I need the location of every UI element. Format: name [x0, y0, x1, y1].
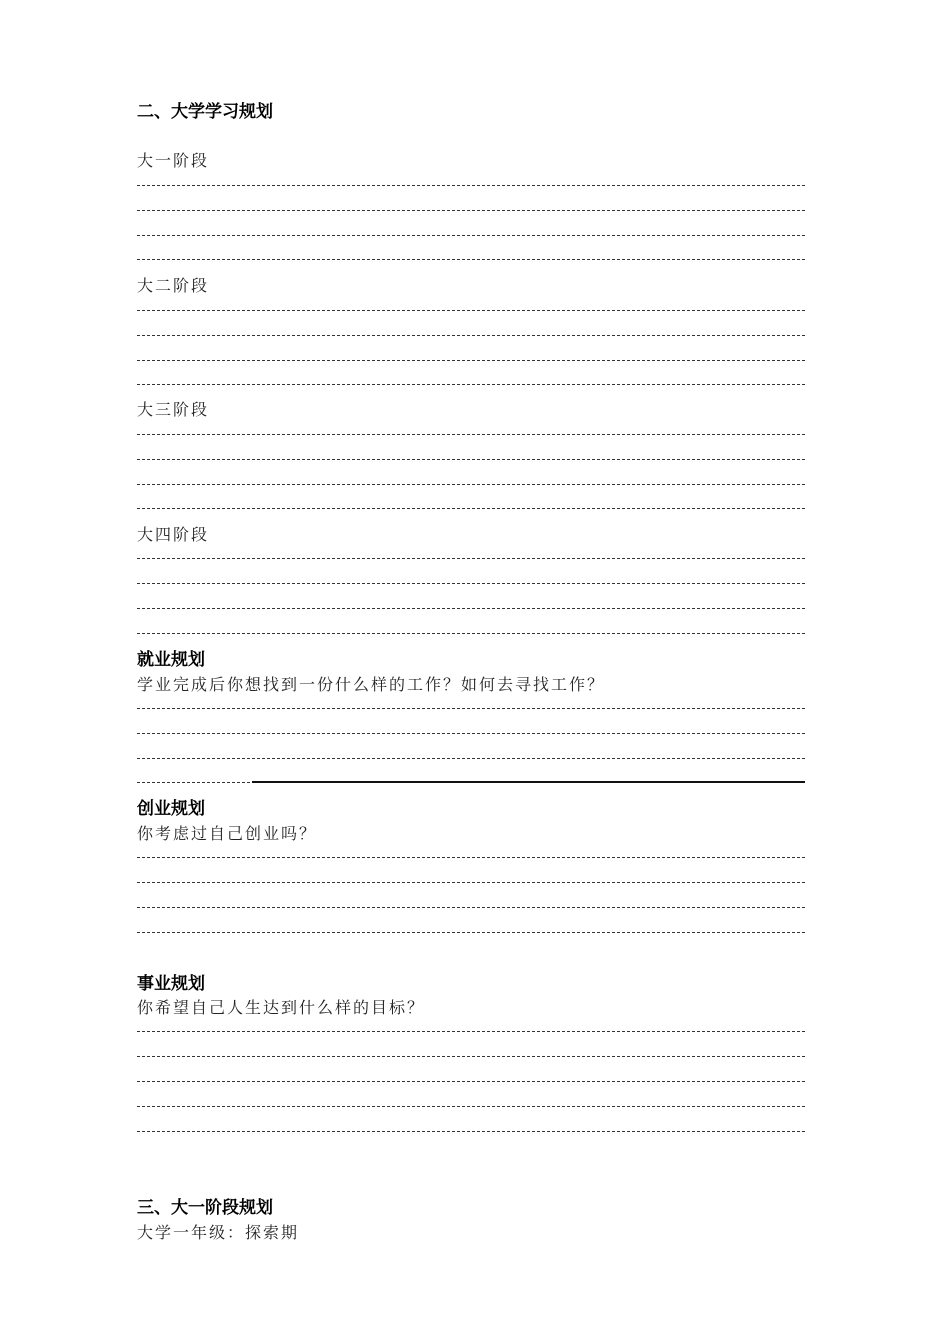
answer-line-solid: [252, 781, 805, 783]
answer-line[interactable]: [137, 608, 805, 609]
answer-line[interactable]: [137, 459, 805, 460]
stage1-label: 大一阶段: [137, 151, 210, 170]
stage2-label: 大二阶段: [137, 276, 210, 295]
answer-line[interactable]: [137, 185, 805, 186]
answer-line[interactable]: [137, 583, 805, 584]
answer-line[interactable]: [137, 508, 805, 509]
startup-heading: 创业规划: [137, 799, 205, 819]
employment-question: 学业完成后你想找到一份什么样的工作？如何去寻找工作？: [137, 675, 606, 694]
answer-line[interactable]: [137, 434, 805, 435]
answer-line[interactable]: [137, 1031, 805, 1032]
answer-line[interactable]: [137, 335, 805, 336]
freshman-subtitle: 大学一年级：探索期: [137, 1223, 300, 1242]
answer-line[interactable]: [137, 210, 805, 211]
freshman-plan-heading: 三、大一阶段规划: [137, 1198, 273, 1218]
answer-line[interactable]: [137, 758, 805, 759]
answer-line[interactable]: [137, 360, 805, 361]
career-question: 你希望自己人生达到什么样的目标？: [137, 998, 426, 1017]
answer-line[interactable]: [137, 484, 805, 485]
career-heading: 事业规划: [137, 974, 205, 994]
answer-line[interactable]: [137, 932, 805, 933]
employment-heading: 就业规划: [137, 650, 205, 670]
answer-line[interactable]: [137, 857, 805, 858]
answer-line[interactable]: [137, 1056, 805, 1057]
answer-line[interactable]: [137, 384, 805, 385]
answer-line[interactable]: [137, 558, 805, 559]
stage4-label: 大四阶段: [137, 525, 210, 544]
answer-line[interactable]: [137, 882, 805, 883]
startup-question: 你考虑过自己创业吗？: [137, 824, 318, 843]
answer-line[interactable]: [137, 733, 805, 734]
answer-line[interactable]: [137, 235, 805, 236]
stage3-label: 大三阶段: [137, 400, 210, 419]
answer-line[interactable]: [137, 1131, 805, 1132]
answer-line[interactable]: [137, 310, 805, 311]
answer-line[interactable]: [137, 259, 805, 260]
answer-line[interactable]: [137, 708, 805, 709]
answer-line[interactable]: [137, 1081, 805, 1082]
study-plan-heading: 二、大学学习规划: [137, 102, 273, 122]
answer-line[interactable]: [137, 1106, 805, 1107]
answer-line[interactable]: [137, 633, 805, 634]
answer-line[interactable]: [137, 907, 805, 908]
